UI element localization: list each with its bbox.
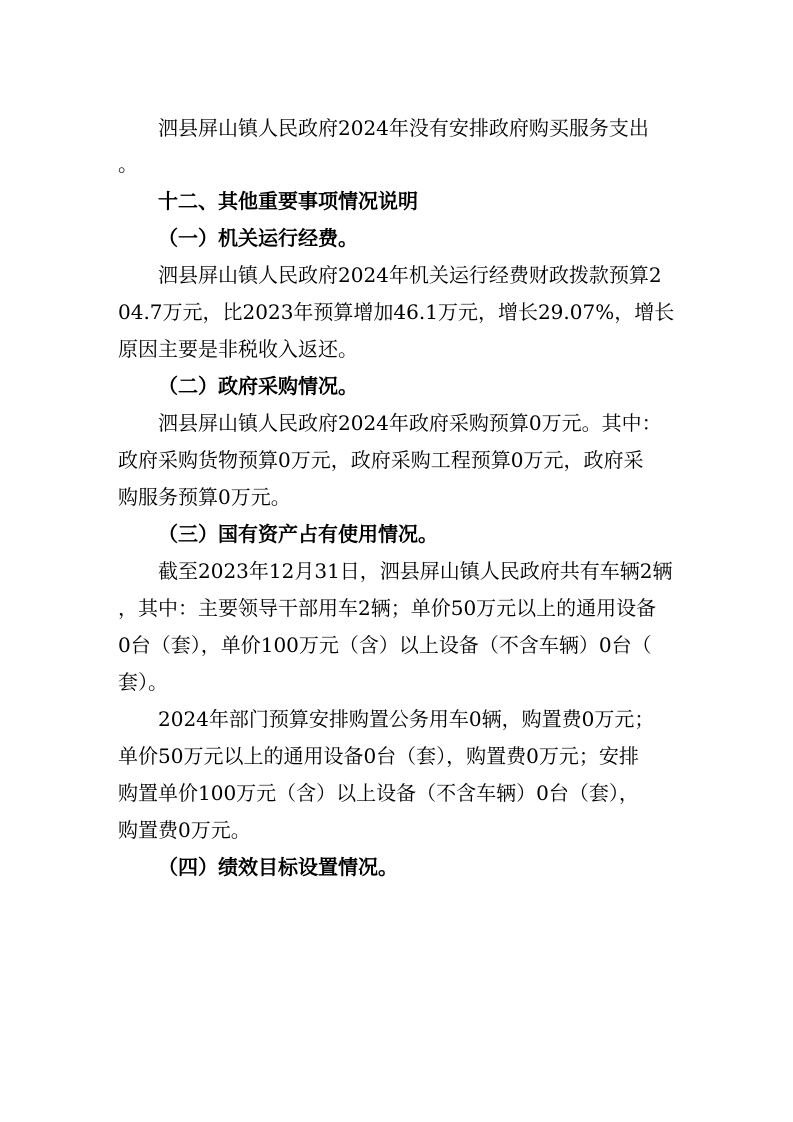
paragraph-line-purchase-services-end: 。 (118, 152, 138, 176)
paragraph-line-assets-2: ，其中：主要领导干部用车2辆；单价50万元以上的通用设备 (118, 596, 657, 620)
paragraph-line-procurement-2: 政府采购货物预算0万元，政府采购工程预算0万元，政府采 (118, 448, 644, 472)
paragraph-line-purchase-services: 泗县屏山镇人民政府2024年没有安排政府购买服务支出 (158, 116, 649, 140)
paragraph-line-budget-1: 2024年部门预算安排购置公务用车0辆，购置费0万元； (158, 707, 655, 731)
section-heading-other-matters: 十二、其他重要事项情况说明 (158, 189, 418, 213)
subheading-operating-expenses: （一）机关运行经费。 (158, 226, 358, 250)
paragraph-line-procurement-1: 泗县屏山镇人民政府2024年政府采购预算0万元。其中： (158, 411, 662, 435)
paragraph-line-assets-3: 0台（套），单价100万元（含）以上设备（不含车辆）0台（ (118, 633, 652, 657)
subheading-performance-targets: （四）绩效目标设置情况。 (158, 855, 398, 879)
paragraph-line-procurement-3: 购服务预算0万元。 (118, 485, 291, 509)
paragraph-line-assets-1: 截至2023年12月31日，泗县屏山镇人民政府共有车辆2辆 (158, 559, 673, 583)
paragraph-line-operating-3: 原因主要是非税收入返还。 (118, 337, 358, 361)
paragraph-line-budget-3: 购置单价100万元（含）以上设备（不含车辆）0台（套）， (118, 781, 639, 805)
paragraph-line-budget-4: 购置费0万元。 (118, 818, 251, 842)
subheading-government-procurement: （二）政府采购情况。 (158, 374, 358, 398)
paragraph-line-assets-4: 套）。 (118, 670, 168, 694)
subheading-state-assets: （三）国有资产占有使用情况。 (158, 522, 438, 546)
paragraph-line-operating-2: 04.7万元，比2023年预算增加46.1万元，增长29.07%，增长 (118, 300, 675, 324)
paragraph-line-operating-1: 泗县屏山镇人民政府2024年机关运行经费财政拨款预算2 (158, 263, 662, 287)
paragraph-line-budget-2: 单价50万元以上的通用设备0台（套），购置费0万元；安排 (118, 744, 639, 768)
